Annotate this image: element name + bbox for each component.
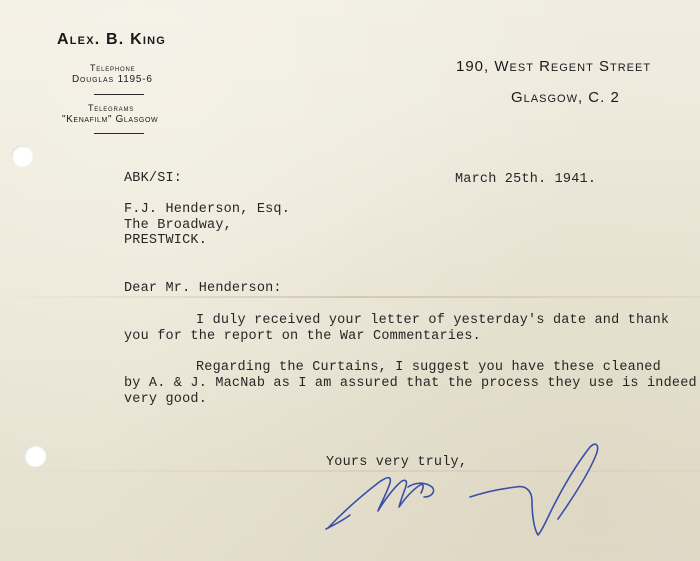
- body-line: you for the report on the War Commentaries.: [124, 329, 481, 344]
- telephone-number: Douglas 1195-6: [72, 74, 153, 85]
- punch-hole: [11, 145, 33, 167]
- street-address: 190, West Regent Street: [456, 58, 652, 75]
- telegrams-address: "Kenafilm" Glasgow: [62, 114, 159, 125]
- telegrams-label: Telegrams: [88, 103, 135, 113]
- recipient-line: PRESTWICK.: [124, 233, 208, 248]
- body-line: Regarding the Curtains, I suggest you have these cleaned: [196, 360, 661, 375]
- body-line: very good.: [124, 392, 208, 407]
- closing: Yours very truly,: [326, 455, 468, 470]
- telephone-label: Telephone: [90, 63, 136, 73]
- company-name: Alex. B. King: [57, 31, 166, 48]
- body-line: I duly received your letter of yesterday's date and thank: [196, 313, 670, 328]
- letterhead-divider: [94, 94, 144, 95]
- paper-fold: [0, 296, 700, 298]
- city-address: Glasgow, C. 2: [511, 89, 620, 106]
- letter-date: March 25th. 1941.: [455, 172, 597, 187]
- handwritten-signature: [320, 435, 610, 545]
- body-line: by A. & J. MacNab as I am assured that the process they use is indeed: [124, 376, 697, 391]
- punch-hole: [24, 445, 46, 467]
- recipient-line: F.J. Henderson, Esq.: [124, 202, 291, 217]
- reference-code: ABK/SI:: [124, 171, 183, 186]
- letterhead-divider: [94, 133, 144, 134]
- salutation: Dear Mr. Henderson:: [124, 281, 282, 296]
- recipient-line: The Broadway,: [124, 218, 232, 233]
